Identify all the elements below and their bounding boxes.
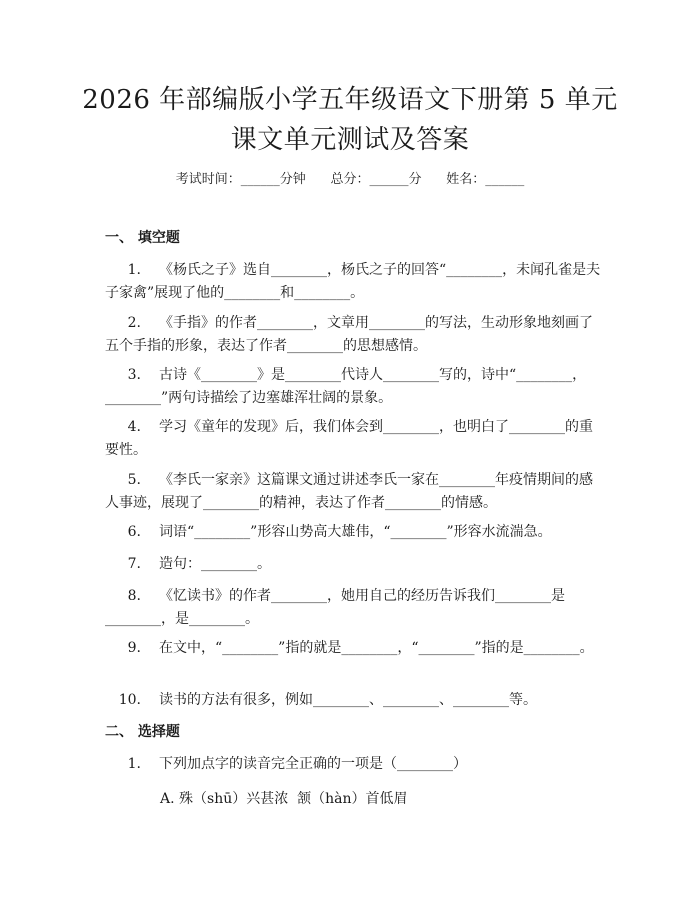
section-heading-choice: 二、 选择题: [105, 724, 180, 740]
fill-question: [105, 416, 602, 462]
choice-question: [105, 753, 602, 776]
question-text: 《李氏一家亲》这篇课文通过讲述李氏一家在________年疫情期间的感人事迹，展现了________的精神，表达了作者________的情感。: [105, 472, 593, 511]
section-heading-fill: 一、 填空题: [105, 230, 180, 246]
question-text: 《忆读书》的作者________，她用自己的经历告诉我们________是________，是________。: [105, 588, 565, 627]
question-number: 8.: [127, 588, 141, 604]
question-text: 读书的方法有很多，例如________、________、________等。: [159, 692, 537, 708]
question-text: 在文中，“________”指的就是________，“________”指的是________。: [159, 640, 594, 656]
title-line-1: 2026 年部编版小学五年级语文下册第 5 单元: [82, 85, 618, 115]
exam-title: [60, 80, 640, 160]
fill-question: [105, 689, 602, 712]
question-number: 9.: [127, 640, 141, 656]
fill-question: [105, 585, 602, 631]
question-text: 学习《童年的发现》后，我们体会到________，也明白了________的重要性。: [105, 419, 593, 458]
fill-question: [105, 637, 602, 660]
exam-meta-line: 考试时间：______分钟 总分：______分 姓名：______: [175, 172, 525, 187]
question-text: 词语“________”形容山势高大雄伟，“________”形容水流湍急。: [159, 524, 552, 540]
question-number: 1.: [127, 756, 141, 772]
question-text: 古诗《________》是________代诗人________写的，诗中“________，________”两句诗描绘了边塞雄浑壮阔的景象。: [105, 367, 587, 406]
question-text: 《手指》的作者________，文章用________的写法，生动形象地刻画了五个手指的形象，表达了作者________的思想感情。: [105, 315, 593, 354]
fill-question: [105, 469, 602, 515]
question-text: 下列加点字的读音完全正确的一项是（________）: [159, 756, 467, 772]
question-number: 4.: [127, 419, 141, 435]
question-number: 3.: [127, 367, 141, 383]
choice-option-a: A. 殊（shū）兴甚浓 颔（hàn）首低眉: [160, 791, 408, 807]
question-text: 造句：________。: [159, 556, 271, 572]
question-number: 2.: [127, 315, 141, 331]
question-text: 《杨氏之子》选自________，杨氏之子的回答“________，未闻孔雀是夫子家禽”展现了他的________和________。: [105, 262, 601, 301]
question-number: 1.: [127, 262, 141, 278]
question-number: 7.: [127, 556, 141, 572]
fill-question: [105, 312, 602, 358]
fill-question: [105, 364, 602, 410]
fill-question: [105, 259, 602, 305]
question-number: 5.: [127, 472, 141, 488]
fill-question: [105, 553, 602, 576]
question-number: 6.: [127, 524, 141, 540]
title-line-2: 课文单元测试及答案: [230, 125, 470, 155]
question-number: 10.: [118, 692, 141, 708]
fill-question: [105, 521, 602, 544]
